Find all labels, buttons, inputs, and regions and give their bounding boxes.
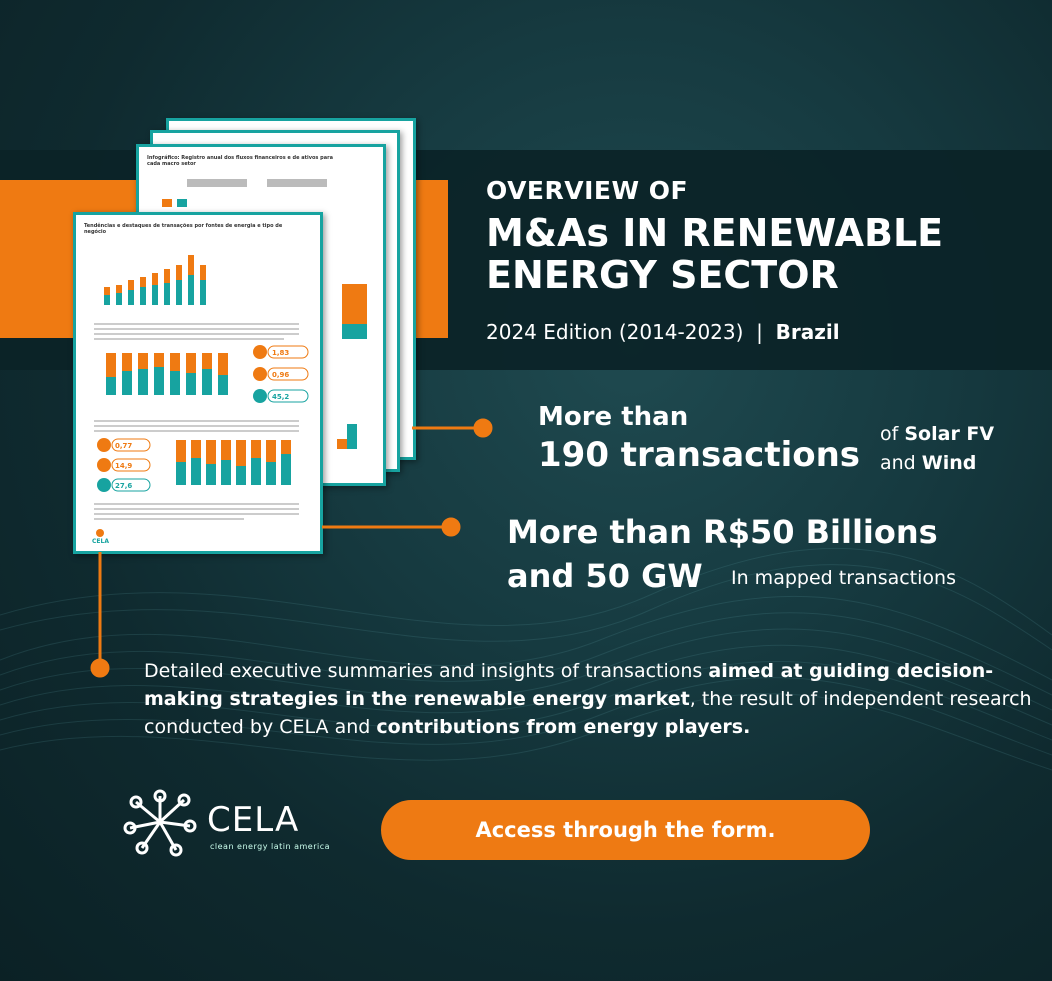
edition-separator: | [756, 320, 763, 344]
report-front-title: Tendências e destaques de transações por fontes de energia e tipo de negócio [84, 223, 283, 235]
description-part-1: Detailed executive summaries and insights of transactions [144, 660, 709, 682]
edition-text: 2024 Edition (2014-2023) [486, 320, 744, 344]
description-bold-1: aimed at guiding decision-making strategies in the renewable energy market [144, 660, 994, 710]
country-label: Brazil [775, 320, 840, 344]
overline-title: OVERVIEW OF [486, 176, 689, 205]
description-bold-2: contributions from energy players. [376, 716, 751, 738]
transactions-type-solar: Solar FV [904, 423, 995, 445]
report-logo: CELA [92, 538, 109, 545]
report-metric-1: 1,83 [272, 349, 290, 357]
transactions-of: of [880, 423, 899, 445]
edition-line [486, 320, 840, 344]
transactions-types [880, 420, 994, 478]
logo-name: CELA [207, 800, 300, 840]
title-line-1: M&As IN RENEWABLE [486, 211, 944, 255]
transactions-prefix: More than [538, 402, 689, 432]
value-line-2: and 50 GW [507, 557, 703, 595]
title-line-2: ENERGY SECTOR [486, 253, 839, 297]
report-metric-3: 45,2 [272, 393, 290, 401]
description-part-2: , the result of independent research conducted by CELA and [144, 688, 1032, 738]
report-metric-2: 0,96 [272, 371, 290, 379]
value-note: In mapped transactions [731, 567, 956, 589]
transactions-type-wind: Wind [921, 452, 977, 474]
logo-tagline: clean energy latin america [210, 842, 331, 851]
description [144, 657, 1044, 741]
transactions-and: and [880, 452, 916, 474]
report-metric-6: 27,6 [115, 482, 133, 490]
value-line-1: More than R$50 Billions [507, 513, 938, 551]
access-form-button[interactable]: Access through the form. [381, 800, 870, 860]
report-metric-4: 0,77 [115, 442, 133, 450]
report-metric-5: 14,9 [115, 462, 133, 470]
page-title [486, 212, 1006, 296]
report-back-title: Infográfico: Registro anual dos fluxos financeiros e de ativos para cada macro setor [147, 155, 333, 167]
transactions-value: 190 transactions [538, 435, 861, 475]
